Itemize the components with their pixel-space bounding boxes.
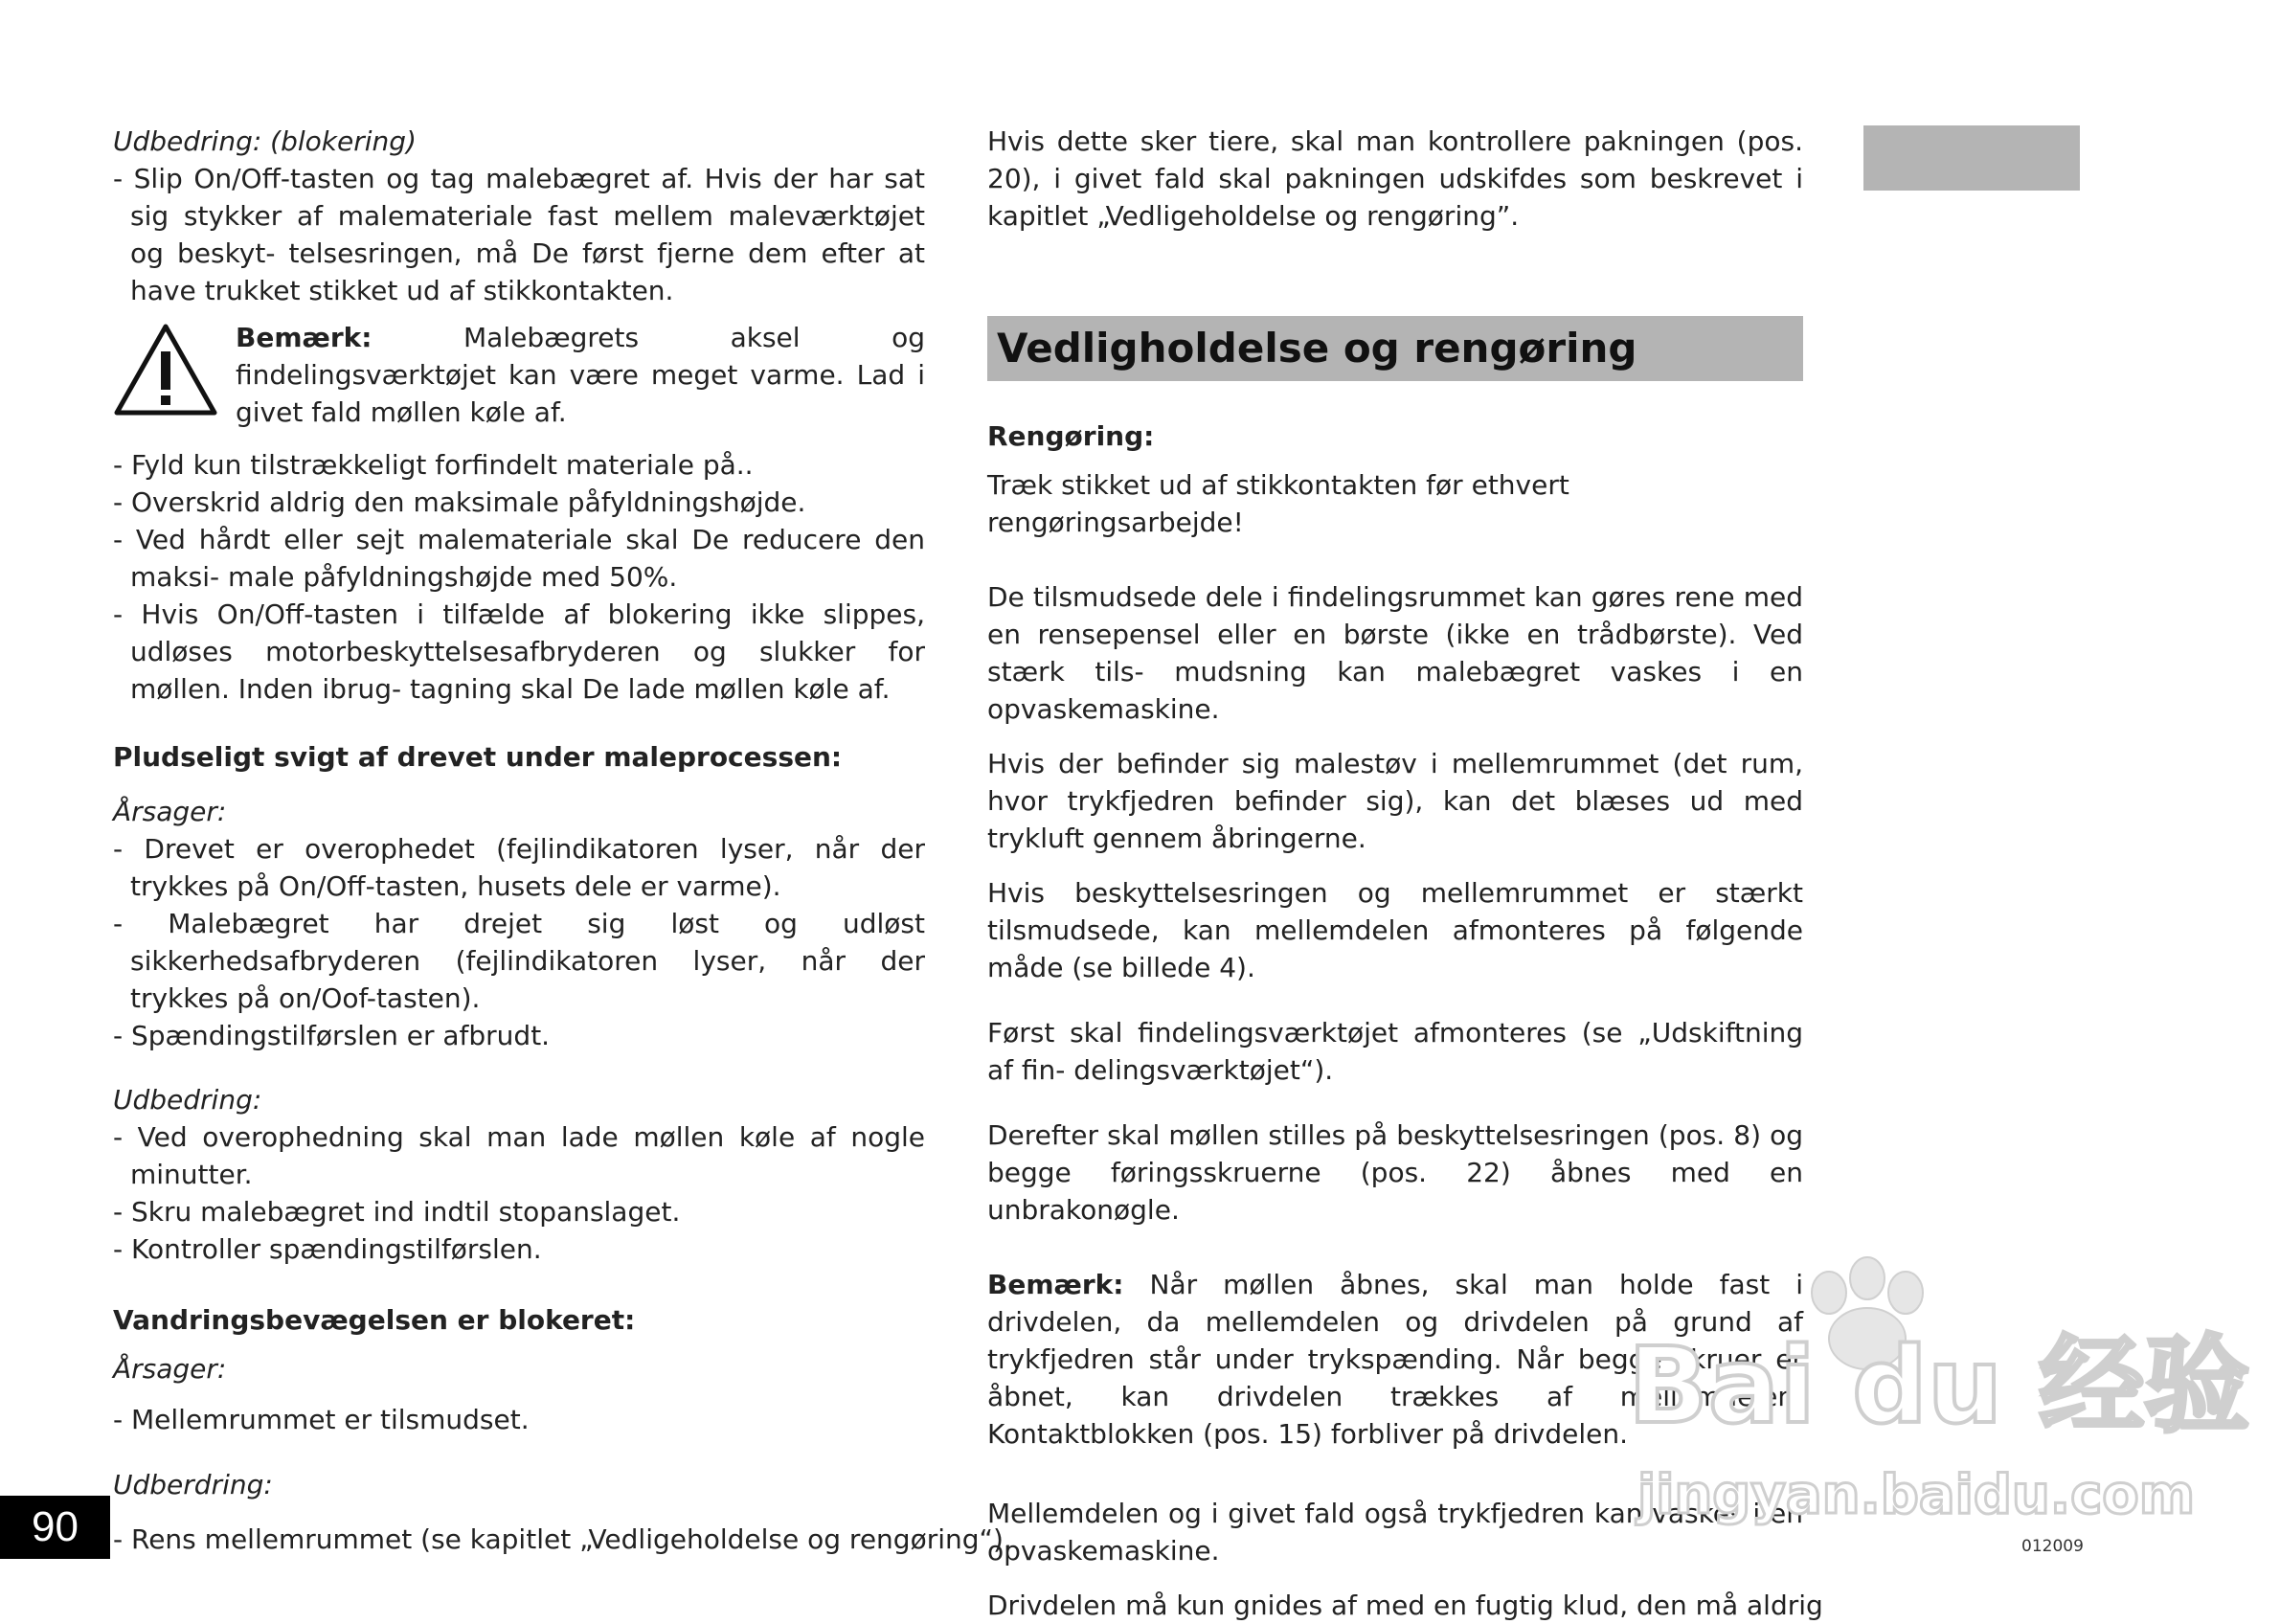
section-title: Vedligholdelse og rengøring	[987, 316, 1803, 381]
list-item: - Mellemrummet er tilsmudset.	[113, 1404, 530, 1435]
list-item: - Drevet er overophedet (fejlindikatoren lyser, når der trykkes på On/Off-tasten, husets dele er varme).	[113, 833, 925, 902]
paragraph: Hvis beskyttelsesringen og mellemrummet er stærkt tilsmudsede, kan mellemdelen afmonteres på følgende måde (se billede 4).	[987, 877, 1803, 983]
cleaning-label: Rengøring:	[987, 420, 1155, 452]
list-item: - Skru malebægret ind indtil stopanslaget.	[113, 1196, 681, 1228]
document-code: 012009	[2021, 1537, 2084, 1556]
remedy-label: Udbedring:	[113, 1084, 262, 1116]
list-item: - Overskrid aldrig den maksimale påfyldningshøjde.	[113, 486, 806, 518]
list-item: - Kontroller spændingstilførslen.	[113, 1233, 542, 1265]
list-item: - Hvis On/Off-tasten i tilfælde af blokering ikke slippes, udløses motorbeskyttelsesafbryderen og slukker for møllen. Inden ibrug- tagning skal De lade møllen køle af.	[113, 598, 925, 705]
warning-triangle-icon	[113, 323, 218, 417]
paragraph: De tilsmudsede dele i findelingsrummet kan gøres rene med en rensepensel eller en børste (ikke en trådbørste). Ved stærk tils- mudsning kan malebægret vaskes i en opvaskemaskine.	[987, 581, 1803, 725]
paragraph: Hvis der befinder sig malestøv i mellemrummet (det rum, hvor trykfjedren befinder sig), kan det blæses ud med trykluft gennem åbringerne.	[987, 748, 1803, 854]
note-label: Bemærk:	[236, 322, 372, 353]
section-heading-drive-failure: Pludseligt svigt af drevet under maleprocessen:	[113, 741, 843, 773]
causes-label: Årsager:	[113, 796, 227, 827]
remedy-block-text: - Slip On/Off-tasten og tag malebægret af. Hvis der har sat sig stykker af malemateriale fast mellem maleværktøjet og beskyt- telsesringen, må De først fjerne dem efter at have trukket stikket ud af stikkontakten.	[113, 163, 925, 306]
paragraph: Mellemdelen og i givet fald også trykfjedren kan vaskes i en opvaskemaskine.	[987, 1498, 1803, 1567]
watermark-brand: Bai du 经验	[1628, 1324, 2250, 1447]
intro-paragraph: Hvis dette sker tiere, skal man kontrollere pakningen (pos. 20), i givet fald skal pakningen udskifdes som beskrevet i kapitlet „Vedligeholdelse og rengøring”.	[987, 125, 1803, 232]
paragraph: Træk stikket ud af stikkontakten før ethvert rengøringsarbejde!	[987, 469, 1569, 538]
left-column	[113, 123, 1012, 1558]
causes-label: Årsager:	[113, 1353, 227, 1385]
list-item: - Rens mellemrummet (se kapitlet „Vedligeholdelse og rengøring“).	[113, 1523, 1012, 1555]
warning-note-text	[236, 319, 925, 431]
paragraph: Derefter skal møllen stilles på beskyttelsesringen (pos. 8) og begge føringsskruerne (pos. 22) åbnes med en unbrakonøgle.	[987, 1119, 1803, 1226]
fill-instructions-list	[113, 446, 925, 708]
note-text: Når møllen åbnes, skal man holde fast i drivdelen, da mellemdelen og drivdelen på grund af trykfjedren står under trykspænding. Når begge skruer er åbnet, kan drivdelen trækkes af mellemdelen. Kontaktblokken (pos. 15) forbliver på drivdelen.	[987, 1269, 1803, 1450]
note-label: Bemærk:	[987, 1269, 1124, 1300]
chapter-tab	[1863, 125, 2080, 191]
watermark-url: jingyan.baidu.com	[1637, 1464, 2196, 1526]
remedy-block-title: Udbedring: (blokering)	[113, 125, 417, 157]
list-item: - Spændingstilførslen er afbrudt.	[113, 1020, 551, 1051]
list-item: - Ved hårdt eller sejt malemateriale skal De reducere den maksi- male påfyldningshøjde med 50%.	[113, 524, 925, 593]
list-item: - Ved overophedning skal man lade møllen køle af nogle minutter.	[113, 1121, 925, 1190]
paragraph: Drivdelen må kun gnides af med en fugtig klud, den må aldrig	[987, 1590, 1823, 1621]
note-text: Malebægrets aksel og findelingsværktøjet kan være meget varme. Lad i givet fald møllen køle af.	[236, 322, 925, 428]
list-item: - Malebægret har drejet sig løst og udløst sikkerhedsafbryderen (fejlindikatoren lyser, når der trykkes på on/Oof-tasten).	[113, 908, 925, 1014]
list-item: - Fyld kun tilstrækkeligt forfindelt materiale på..	[113, 449, 754, 481]
page-number: 90	[0, 1496, 110, 1559]
warning-note	[113, 319, 925, 431]
remedy-label: Udberdring:	[113, 1469, 273, 1500]
paragraph: Først skal findelingsværktøjet afmonteres (se „Udskiftning af fin- delingsværktøjet“).	[987, 1017, 1803, 1086]
section-heading-movement-blocked: Vandringsbevægelsen er blokeret:	[113, 1304, 636, 1336]
baidu-watermark	[1609, 1254, 2250, 1542]
